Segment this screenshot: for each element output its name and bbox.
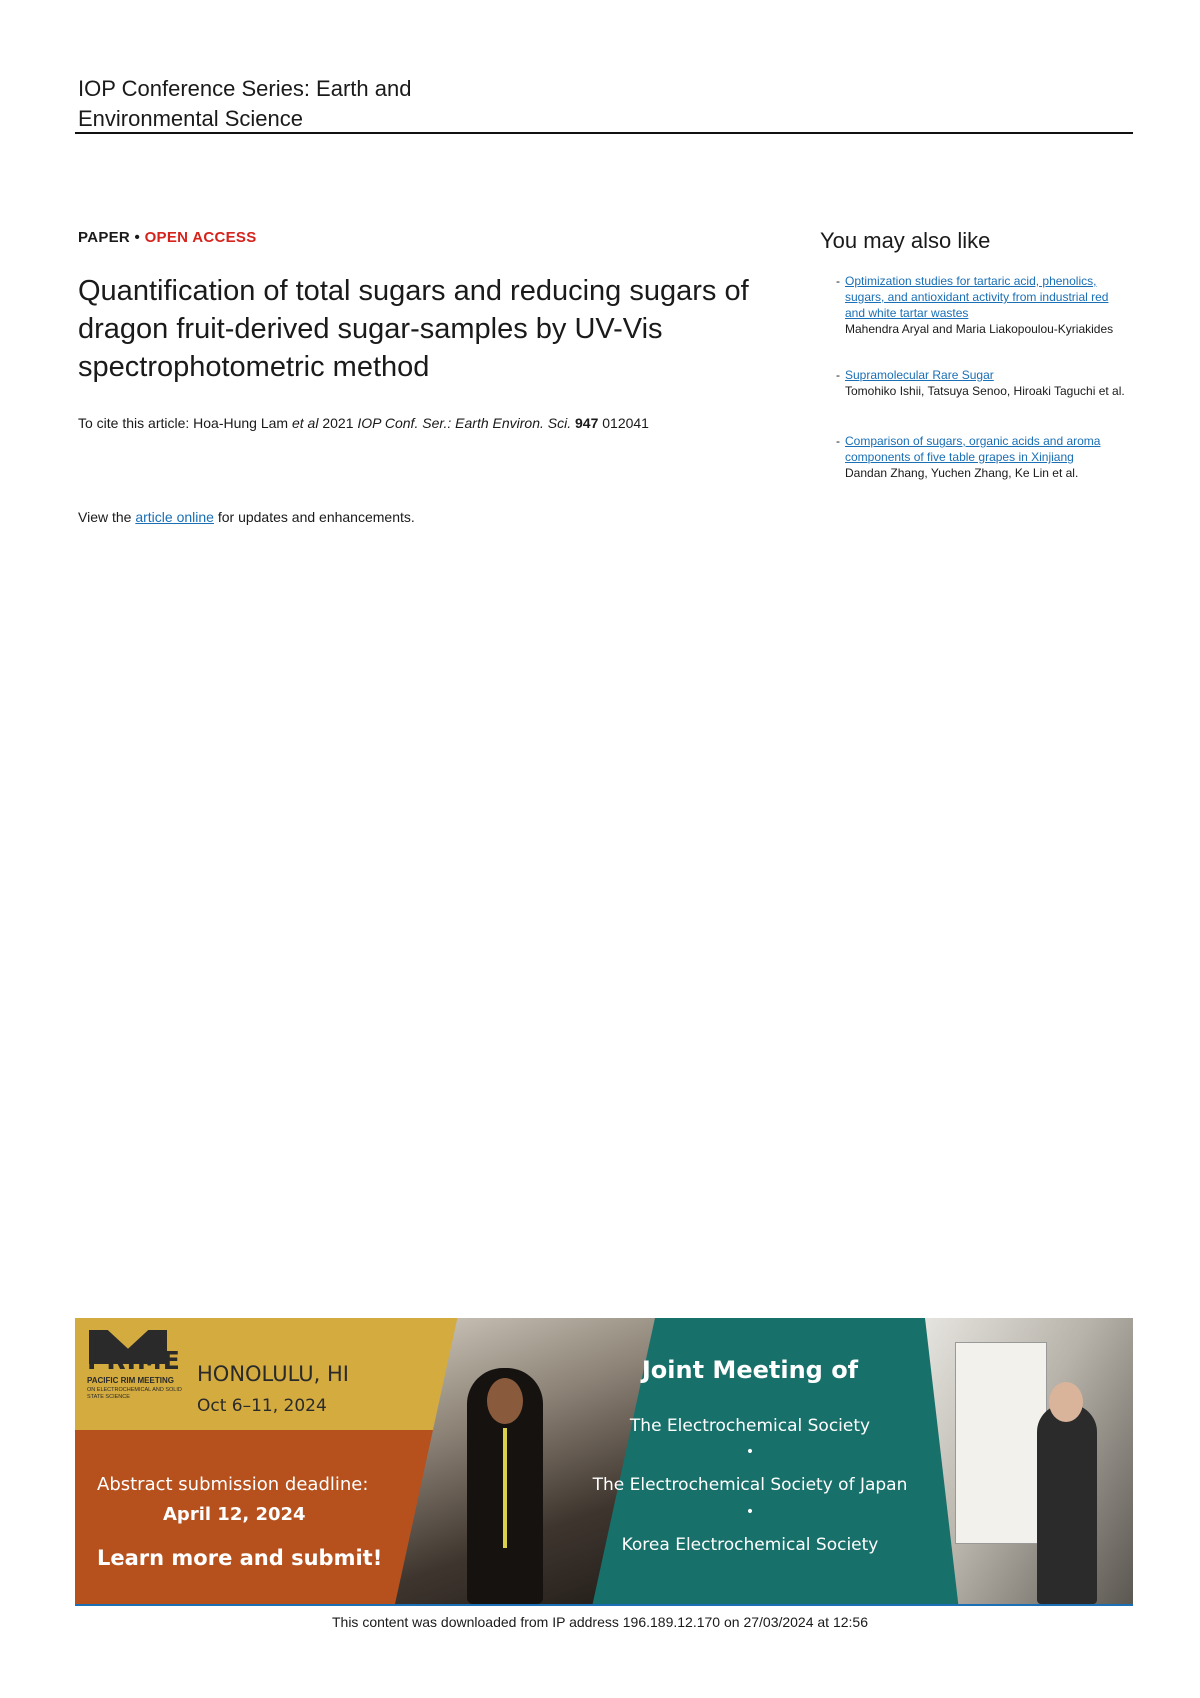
list-dash: - [836,434,840,448]
conference-banner[interactable] [75,1318,1133,1604]
banner-dates: Oct 6–11, 2024 [197,1396,327,1416]
related-item-authors: Dandan Zhang, Yuchen Zhang, Ke Lin et al. [845,466,1079,480]
related-item-link[interactable]: Supramolecular Rare Sugar [845,368,994,382]
related-heading: You may also like [820,228,991,253]
related-item-link[interactable]: Optimization studies for tartaric acid, phenolics, sugars, and antioxidant activity from industrial red and white tartar wastes [845,274,1109,320]
view-online-note [78,509,415,525]
related-item-authors: Tomohiko Ishii, Tatsuya Senoo, Hiroaki Taguchi et al. [845,384,1125,398]
society-name: The Electrochemical Society of Japan [592,1475,908,1495]
related-item-link[interactable]: Comparison of sugars, organic acids and aroma components of five table grapes in Xinjiang [845,434,1101,464]
citation-prefix: To cite this article: Hoa-Hung Lam [78,415,292,431]
related-item [836,273,1125,337]
citation-et-al: et al [291,415,319,431]
article-online-link[interactable]: article online [135,509,214,525]
view-online-prefix: View the [78,509,136,525]
banner-city: HONOLULU, HI [197,1362,349,1386]
list-dash: - [836,368,840,382]
citation-line [78,415,798,431]
photo-lanyard [503,1428,507,1548]
journal-title: IOP Conference Series: Earth and Environmental Science [78,76,412,131]
prime-logo-subtitle: PACIFIC RIM MEETING [87,1376,174,1385]
paper-label-text: PAPER [78,229,131,246]
citation-article-number: 012041 [598,415,649,431]
prime-logo-word: PRIME [87,1346,181,1375]
prime-logo-tagline: ON ELECTROCHEMICAL AND SOLID STATE SCIENCE [87,1387,182,1400]
related-item [836,367,1125,399]
photo-presenter [1037,1404,1097,1604]
article-title: Quantification of total sugars and reducing sugars of dragon fruit-derived sugar-samples by UV-Vis spectrophotometric method [78,275,749,383]
poster-session-photo [925,1318,1133,1604]
society-name: Korea Electrochemical Society [621,1535,879,1555]
photo-face [487,1378,523,1424]
label-separator: • [134,229,141,246]
joint-meeting-panel [535,1318,965,1604]
deadline-date: April 12, 2024 [163,1504,306,1525]
related-item-authors: Mahendra Aryal and Maria Liakopoulou-Kyriakides [845,322,1114,336]
citation-journal: IOP Conf. Ser.: Earth Environ. Sci. [357,415,572,431]
society-name: The Electrochemical Society [629,1416,871,1436]
learn-more-button[interactable]: Learn more and submit! [97,1546,383,1570]
photo-poster-board [955,1342,1047,1544]
joint-meeting-heading: Joint Meeting of [641,1356,859,1384]
citation-year: 2021 [318,415,358,431]
society-separator: • [745,1444,755,1460]
view-online-suffix: for updates and enhancements. [213,509,415,525]
deadline-label: Abstract submission deadline: [97,1474,369,1495]
download-note: This content was downloaded from IP address 196.189.12.170 on 27/03/2024 at 12:56 [331,1614,868,1630]
related-item [836,433,1125,481]
footer-divider [75,1604,1133,1606]
photo-presenter-head [1049,1382,1083,1422]
open-access-label: OPEN ACCESS [144,229,257,246]
citation-volume: 947 [575,415,599,431]
society-separator: • [745,1504,755,1520]
paper-type-label [78,229,257,246]
header-divider [75,132,1133,134]
list-dash: - [836,274,840,288]
